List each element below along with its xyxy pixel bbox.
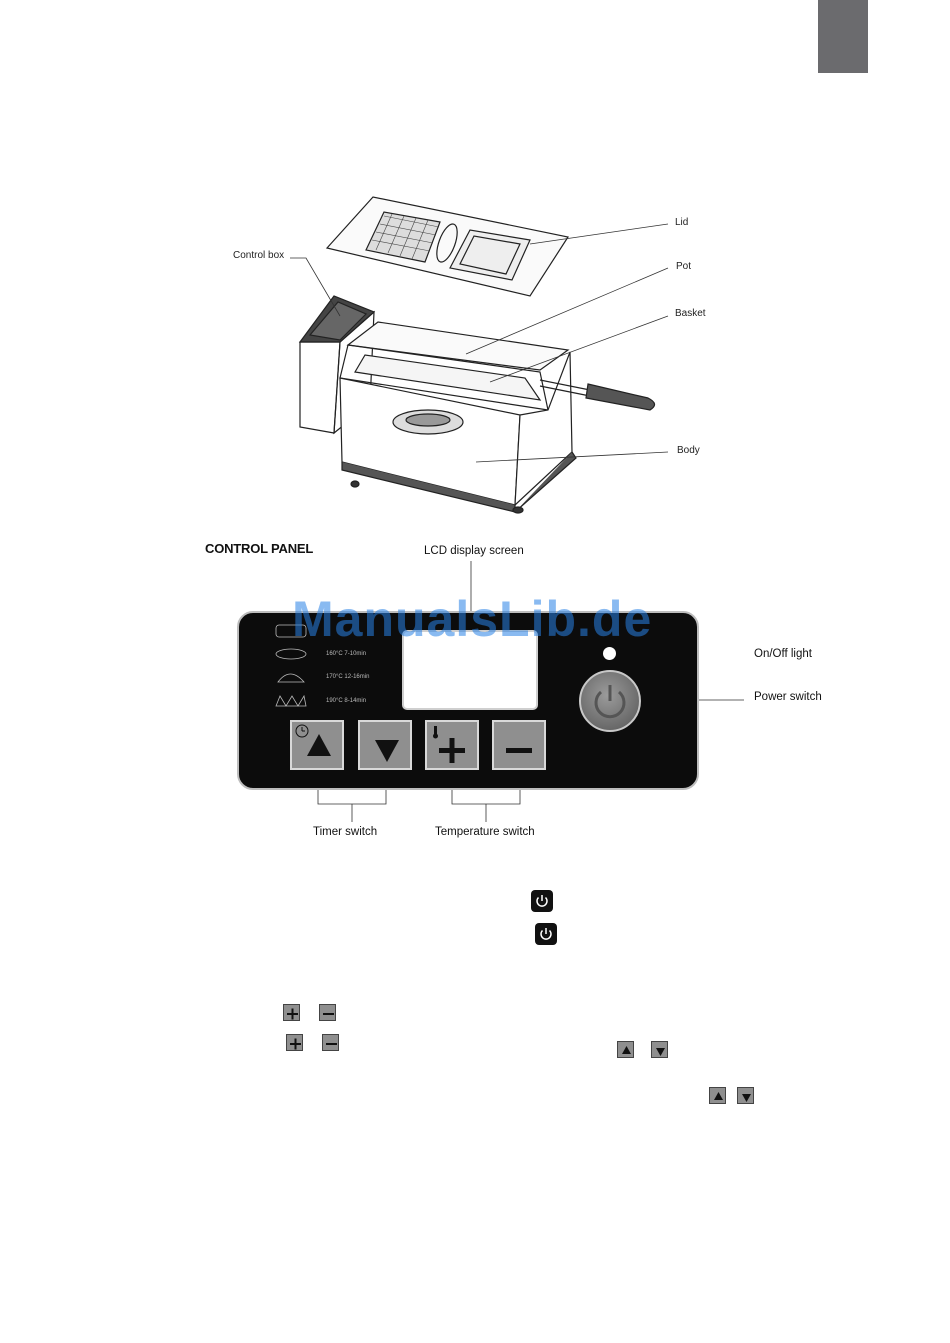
arrow-down-icon [360, 722, 410, 768]
temperature-switch-label: Temperature switch [435, 826, 535, 838]
label-control-box: Control box [233, 250, 285, 261]
arrow-up-icon [710, 1088, 727, 1105]
down-symbol-2 [737, 1087, 754, 1104]
watermark: ManualsLib.de [292, 591, 653, 647]
on-off-light [603, 647, 616, 660]
power-switch-label: Power switch [754, 691, 822, 703]
power-icon [535, 923, 557, 945]
food-row-3: 170°C 12-16min [326, 674, 370, 680]
minus-icon [323, 1035, 340, 1052]
control-panel-title: CONTROL PANEL [205, 541, 314, 556]
up-symbol-1 [617, 1041, 634, 1058]
temperature-up-button[interactable] [425, 720, 479, 770]
minus-symbol-1 [319, 1004, 336, 1021]
timer-up-button[interactable] [290, 720, 344, 770]
power-icon [531, 890, 553, 912]
power-symbol-1 [531, 890, 553, 912]
temperature-down-button[interactable] [492, 720, 546, 770]
up-symbol-2 [709, 1087, 726, 1104]
arrow-up-icon [618, 1042, 635, 1059]
label-lid: Lid [675, 217, 689, 228]
on-off-light-label: On/Off light [754, 648, 812, 660]
minus-symbol-2 [322, 1034, 339, 1051]
label-pot: Pot [676, 261, 692, 272]
arrow-down-icon [652, 1042, 669, 1059]
timer-switch-label: Timer switch [313, 826, 378, 838]
minus-icon [494, 722, 544, 768]
plus-icon [427, 722, 477, 768]
plus-symbol-1 [283, 1004, 300, 1021]
timer-down-button[interactable] [358, 720, 412, 770]
down-symbol-1 [651, 1041, 668, 1058]
food-row-2: 160°C 7-10min [326, 651, 367, 657]
label-body: Body [677, 445, 700, 456]
timer-up-icon [292, 722, 342, 768]
power-symbol-2 [535, 923, 557, 945]
lcd-label: LCD display screen [424, 545, 524, 557]
food-row-4: 190°C 8-14min [326, 698, 367, 704]
plus-symbol-2 [286, 1034, 303, 1051]
power-icon [581, 672, 639, 730]
arrow-down-icon [738, 1088, 755, 1105]
plus-icon [287, 1035, 304, 1052]
label-basket: Basket [675, 308, 706, 319]
minus-icon [320, 1005, 337, 1022]
power-switch[interactable] [579, 670, 641, 732]
plus-icon [284, 1005, 301, 1022]
